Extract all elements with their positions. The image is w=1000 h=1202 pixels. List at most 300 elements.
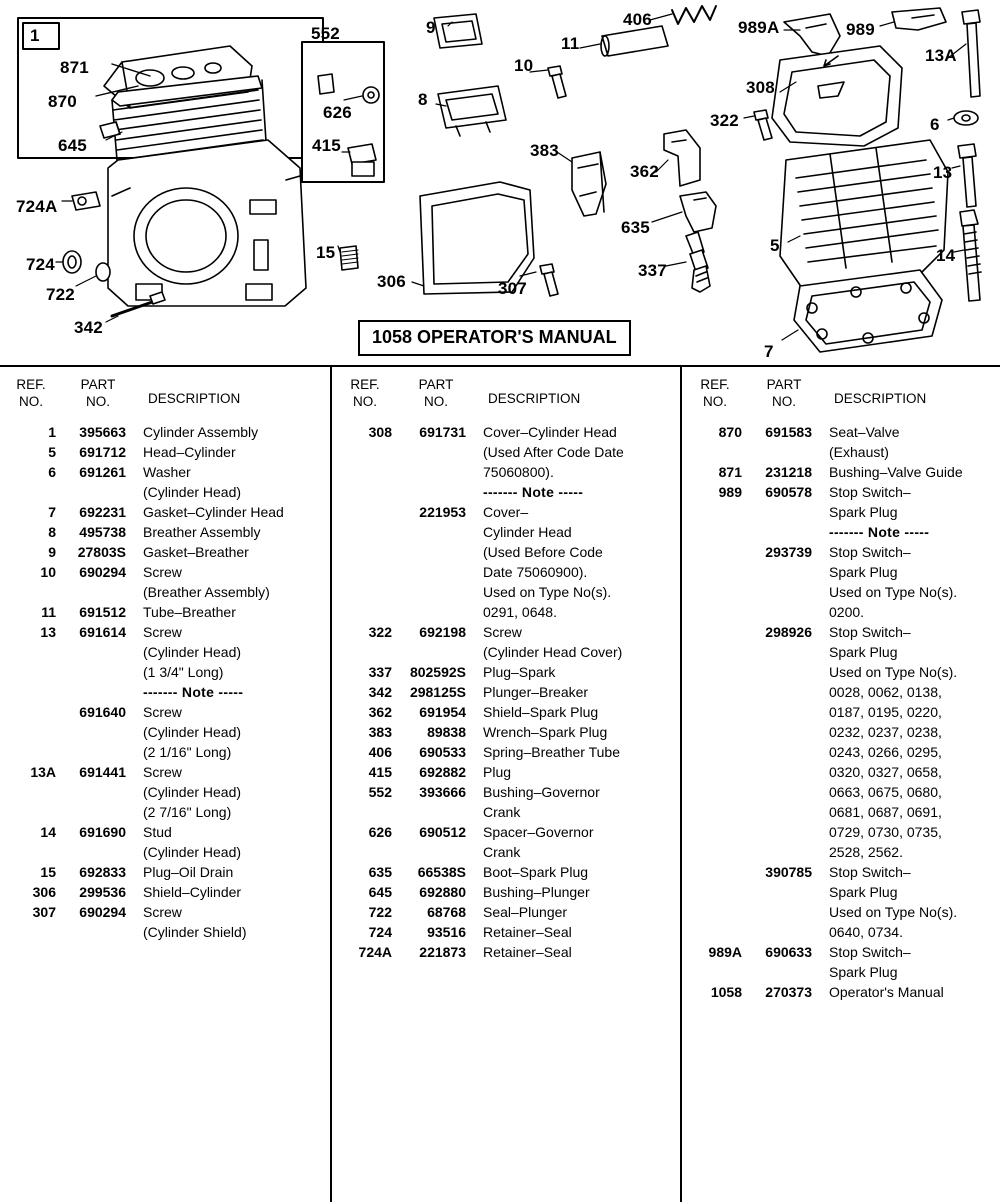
table-row (682, 922, 1000, 942)
table-header-3 (682, 367, 1000, 422)
table-row (332, 882, 680, 902)
callout-722: 722 (46, 285, 75, 304)
cell-description: Spark Plug (829, 964, 898, 980)
table-row (332, 642, 680, 662)
cell-part-no (398, 562, 474, 582)
callout-871: 871 (60, 58, 89, 77)
table-row (682, 522, 1000, 542)
cell-part-no (398, 642, 474, 662)
table-row (0, 882, 330, 902)
cell-ref-no (682, 542, 748, 562)
table-row (682, 702, 1000, 722)
cell-description: Cover–Cylinder Head (483, 424, 617, 440)
cell-description: Bushing–Governor (483, 784, 600, 800)
table-row (332, 442, 680, 462)
cell-part-no (398, 582, 474, 602)
cell-part-no (748, 642, 820, 662)
callout-989: 989 (846, 20, 875, 39)
cell-part-no: 691640 (79, 704, 126, 720)
cell-ref-no: 626 (368, 824, 392, 840)
cell-description: (Breather Assembly) (143, 584, 270, 600)
table-row (332, 462, 680, 482)
cell-part-no: 299536 (79, 884, 126, 900)
cell-description: 0663, 0675, 0680, (829, 784, 942, 800)
cell-description: Stop Switch– (829, 544, 911, 560)
cell-part-no: 68768 (427, 904, 466, 920)
cell-part-no: 270373 (765, 984, 812, 1000)
callout-406: 406 (623, 10, 652, 29)
cell-part-no (62, 742, 134, 762)
cell-description: (Cylinder Head) (143, 844, 242, 860)
cell-ref-no (0, 922, 62, 942)
cell-description: Seal–Plunger (483, 904, 568, 920)
callout-15: 15 (316, 243, 336, 262)
parts-rows-3 (682, 422, 1000, 1002)
cell-part-no (398, 522, 474, 542)
cell-description: (Cylinder Head) (143, 724, 242, 740)
table-row (682, 682, 1000, 702)
cell-description: Cylinder Assembly (143, 424, 259, 440)
cell-note: ------- Note ----- (829, 524, 930, 540)
cell-ref-no (0, 802, 62, 822)
cell-part-no: 692882 (419, 764, 466, 780)
cell-part-no (748, 822, 820, 842)
cell-part-no: 692198 (419, 624, 466, 640)
cell-description: Spacer–Governor (483, 824, 594, 840)
callout-13: 13 (933, 163, 953, 182)
cell-part-no: 390785 (765, 864, 812, 880)
header-part-line1: PART (418, 377, 454, 392)
table-row (332, 422, 680, 442)
cell-ref-no (682, 862, 748, 882)
cell-part-no: 691731 (419, 424, 466, 440)
table-row (682, 862, 1000, 882)
parts-diagram (0, 0, 1000, 365)
table-row (332, 762, 680, 782)
cell-ref-no (682, 442, 748, 462)
cell-ref-no: 871 (718, 464, 742, 480)
table-row (332, 802, 680, 822)
table-row (0, 702, 330, 722)
cell-description: Spark Plug (829, 884, 898, 900)
cell-part-no: 691512 (79, 604, 126, 620)
cell-part-no: 691583 (765, 424, 812, 440)
cell-part-no (748, 922, 820, 942)
cell-part-no: 93516 (427, 924, 466, 940)
table-row (0, 922, 330, 942)
table-row (0, 642, 330, 662)
callout-306: 306 (377, 272, 406, 291)
cell-part-no (748, 502, 820, 522)
table-row (0, 562, 330, 582)
cell-part-no: 298926 (765, 624, 812, 640)
cell-part-no: 293739 (765, 544, 812, 560)
table-row (0, 782, 330, 802)
cell-ref-no (682, 802, 748, 822)
cell-description: Retainer–Seal (483, 944, 572, 960)
cell-description: Breather Assembly (143, 524, 261, 540)
callout-11: 11 (561, 34, 580, 53)
table-row (682, 842, 1000, 862)
cell-part-no: 691441 (79, 764, 126, 780)
cell-ref-no (332, 602, 398, 622)
callout-8: 8 (418, 90, 428, 109)
table-row (0, 542, 330, 562)
table-row (332, 782, 680, 802)
cell-part-no (748, 902, 820, 922)
cell-part-no (748, 842, 820, 862)
cell-part-no (748, 702, 820, 722)
cell-description: (1 3/4" Long) (143, 664, 224, 680)
cell-description: (Cylinder Head) (143, 484, 242, 500)
callout-870: 870 (48, 92, 77, 111)
header-ref-line1: REF. (16, 377, 46, 392)
table-row (332, 722, 680, 742)
table-row (0, 722, 330, 742)
cell-ref-no: 15 (40, 864, 56, 880)
parts-column-2 (330, 367, 680, 1202)
cell-ref-no (682, 842, 748, 862)
cell-ref-no: 13 (40, 624, 56, 640)
cell-ref-no (682, 882, 748, 902)
callout-307: 307 (498, 279, 527, 298)
cell-description: Crank (483, 844, 521, 860)
cell-description: Stud (143, 824, 172, 840)
callout-1: 1 (30, 26, 40, 45)
cell-part-no (62, 582, 134, 602)
cell-description: Boot–Spark Plug (483, 864, 589, 880)
table-row (682, 542, 1000, 562)
cell-part-no (62, 662, 134, 682)
cell-part-no: 89838 (427, 724, 466, 740)
cell-description: (2 7/16" Long) (143, 804, 232, 820)
callout-362: 362 (630, 162, 659, 181)
cell-ref-no: 5 (48, 444, 56, 460)
cell-ref-no: 9 (48, 544, 56, 560)
cell-part-no (398, 462, 474, 482)
cell-ref-no (332, 442, 398, 462)
table-row (0, 582, 330, 602)
table-row (332, 542, 680, 562)
cell-ref-no (0, 702, 62, 722)
cell-ref-no (332, 522, 398, 542)
cell-description: (Cylinder Head) (143, 784, 242, 800)
cell-ref-no: 8 (48, 524, 56, 540)
cell-description: Stop Switch– (829, 624, 911, 640)
cell-ref-no: 1058 (710, 984, 742, 1000)
cell-description: 0320, 0327, 0658, (829, 764, 942, 780)
cell-description: (Used After Code Date (483, 444, 624, 460)
cell-part-no (398, 842, 474, 862)
cell-description: Wrench–Spark Plug (483, 724, 608, 740)
cell-description: Plunger–Breaker (483, 684, 589, 700)
table-row (682, 502, 1000, 522)
cell-ref-no (0, 742, 62, 762)
cell-ref-no (682, 742, 748, 762)
cell-ref-no (682, 762, 748, 782)
cell-description: 2528, 2562. (829, 844, 903, 860)
cell-ref-no: 724 (368, 924, 392, 940)
table-row (682, 782, 1000, 802)
cell-ref-no (682, 562, 748, 582)
parts-rows-2 (332, 422, 680, 962)
cell-ref-no (0, 642, 62, 662)
cell-part-no (398, 542, 474, 562)
cell-part-no (748, 782, 820, 802)
cell-description: 0232, 0237, 0238, (829, 724, 942, 740)
cell-description: Used on Type No(s). (829, 664, 958, 680)
cell-part-no: 690512 (419, 824, 466, 840)
cell-ref-no (0, 662, 62, 682)
callout-552: 552 (311, 24, 340, 43)
cell-part-no (62, 722, 134, 742)
table-row (332, 622, 680, 642)
cell-ref-no (682, 782, 748, 802)
table-row (332, 562, 680, 582)
table-row (332, 922, 680, 942)
cell-part-no (62, 642, 134, 662)
table-row (682, 962, 1000, 982)
cell-ref-no: 337 (368, 664, 392, 680)
cell-part-no (748, 722, 820, 742)
table-row (0, 742, 330, 762)
cell-description: (Cylinder Head) (143, 644, 242, 660)
cell-part-no (398, 442, 474, 462)
operators-manual-label: 1058 OPERATOR'S MANUAL (358, 320, 631, 356)
cell-description: Spark Plug (829, 644, 898, 660)
cell-part-no (748, 562, 820, 582)
parts-rows-1 (0, 422, 330, 942)
cell-description: Operator's Manual (829, 984, 944, 1000)
table-row (682, 602, 1000, 622)
cell-description: 0187, 0195, 0220, (829, 704, 942, 720)
cell-description: (Cylinder Shield) (143, 924, 247, 940)
table-row (332, 902, 680, 922)
cell-part-no (398, 802, 474, 822)
cell-description: Seat–Valve (829, 424, 900, 440)
cell-part-no: 231218 (765, 464, 812, 480)
cell-note: ------- Note ----- (143, 684, 244, 700)
header-part-line2: NO. (85, 393, 110, 409)
cell-part-no: 690294 (79, 904, 126, 920)
table-row (332, 742, 680, 762)
table-row (332, 682, 680, 702)
cell-ref-no (682, 682, 748, 702)
table-row (682, 742, 1000, 762)
cell-description: 0681, 0687, 0691, (829, 804, 942, 820)
table-row (332, 522, 680, 542)
cell-description: 0729, 0730, 0735, (829, 824, 942, 840)
cell-part-no: 802592S (409, 664, 466, 680)
callout-342: 342 (74, 318, 103, 337)
cell-description: Date 75060900). (483, 564, 588, 580)
parts-column-1 (0, 367, 330, 1202)
cell-part-no (748, 762, 820, 782)
cell-part-no: 691954 (419, 704, 466, 720)
cell-part-no: 691690 (79, 824, 126, 840)
cell-ref-no (332, 642, 398, 662)
cell-description: Shield–Cylinder (143, 884, 242, 900)
cell-part-no: 27803S (77, 544, 126, 560)
table-row (0, 842, 330, 862)
callout-5: 5 (770, 236, 780, 255)
cell-part-no: 690294 (79, 564, 126, 580)
cell-description: Retainer–Seal (483, 924, 572, 940)
cell-ref-no: 308 (368, 424, 392, 440)
cell-ref-no: 11 (41, 604, 56, 620)
callout-14: 14 (936, 246, 956, 265)
cell-ref-no (682, 822, 748, 842)
cell-ref-no: 724A (358, 944, 392, 960)
table-row (682, 482, 1000, 502)
cell-ref-no (682, 962, 748, 982)
cell-part-no: 393666 (419, 784, 466, 800)
cell-part-no (748, 522, 820, 542)
cell-part-no (748, 582, 820, 602)
table-row (0, 822, 330, 842)
diagram-artwork (0, 0, 1000, 365)
cell-description: Gasket–Cylinder Head (143, 504, 284, 520)
cell-description: 0243, 0266, 0295, (829, 744, 942, 760)
table-row (332, 942, 680, 962)
table-row (332, 602, 680, 622)
cell-ref-no (682, 642, 748, 662)
cell-note: ------- Note ----- (483, 484, 584, 500)
cell-part-no: 395663 (79, 424, 126, 440)
cell-ref-no (682, 722, 748, 742)
table-row (682, 722, 1000, 742)
cell-description: Plug–Oil Drain (143, 864, 234, 880)
cell-ref-no (682, 922, 748, 942)
header-part-line1: PART (80, 377, 116, 392)
cell-description: Washer (143, 464, 191, 480)
cell-part-no (748, 962, 820, 982)
parts-list-tables (0, 365, 1000, 1200)
cell-description: 75060800). (483, 464, 554, 480)
table-row (332, 822, 680, 842)
table-row (682, 662, 1000, 682)
cell-ref-no (682, 662, 748, 682)
cell-description: Crank (483, 804, 521, 820)
cell-ref-no: 13A (30, 764, 56, 780)
cell-description: Screw (143, 764, 182, 780)
cell-part-no (62, 682, 134, 702)
cell-ref-no (682, 622, 748, 642)
cell-description: 0200. (829, 604, 865, 620)
table-row (682, 902, 1000, 922)
cell-ref-no (0, 722, 62, 742)
callout-415: 415 (312, 136, 341, 155)
table-row (0, 802, 330, 822)
cell-ref-no (332, 582, 398, 602)
header-description: DESCRIPTION (148, 391, 241, 406)
table-row (682, 822, 1000, 842)
cell-description: Spark Plug (829, 564, 898, 580)
cell-ref-no: 362 (368, 704, 392, 720)
callout-13a: 13A (925, 46, 957, 65)
cell-ref-no (682, 582, 748, 602)
table-row (332, 582, 680, 602)
table-row (332, 842, 680, 862)
cell-description: Screw (483, 624, 522, 640)
table-row (0, 442, 330, 462)
cell-part-no: 692833 (79, 864, 126, 880)
cell-description: Shield–Spark Plug (483, 704, 599, 720)
cell-description: 0640, 0734. (829, 924, 903, 940)
cell-ref-no (0, 842, 62, 862)
cell-description: Bushing–Valve Guide (829, 464, 963, 480)
cell-ref-no: 989A (708, 944, 742, 960)
cell-part-no (62, 922, 134, 942)
cell-part-no (748, 882, 820, 902)
callout-626: 626 (323, 103, 352, 122)
cell-part-no: 692231 (79, 504, 126, 520)
cell-description: Head–Cylinder (143, 444, 236, 460)
cell-ref-no: 722 (368, 904, 392, 920)
cell-description: Screw (143, 624, 182, 640)
cell-ref-no (682, 502, 748, 522)
header-ref-line1: REF. (350, 377, 380, 392)
cell-ref-no (332, 842, 398, 862)
cell-description: 0291, 0648. (483, 604, 557, 620)
cell-ref-no: 342 (368, 684, 392, 700)
cell-description: (Used Before Code (483, 544, 603, 560)
table-row (0, 762, 330, 782)
table-row (332, 702, 680, 722)
cell-ref-no: 870 (718, 424, 742, 440)
cell-part-no (748, 802, 820, 822)
cell-ref-no (0, 782, 62, 802)
cell-description: Gasket–Breather (143, 544, 249, 560)
table-row (332, 862, 680, 882)
table-row (0, 522, 330, 542)
cell-description: Screw (143, 904, 182, 920)
table-row (682, 462, 1000, 482)
cell-ref-no (332, 562, 398, 582)
table-row (0, 422, 330, 442)
table-row (0, 622, 330, 642)
cell-ref-no (682, 902, 748, 922)
cell-ref-no (0, 582, 62, 602)
table-row (332, 482, 680, 502)
table-row (682, 642, 1000, 662)
cell-part-no (62, 782, 134, 802)
callout-383: 383 (530, 141, 559, 160)
table-row (0, 462, 330, 482)
parts-column-3 (680, 367, 1000, 1202)
table-row (682, 582, 1000, 602)
cell-part-no (398, 482, 474, 502)
table-header-2 (332, 367, 680, 422)
cell-ref-no: 7 (48, 504, 56, 520)
cell-ref-no (682, 702, 748, 722)
cell-ref-no: 406 (368, 744, 392, 760)
table-row (0, 502, 330, 522)
table-row (682, 942, 1000, 962)
table-row (0, 482, 330, 502)
cell-description: Bushing–Plunger (483, 884, 590, 900)
cell-part-no: 495738 (79, 524, 126, 540)
cell-part-no: 691614 (79, 624, 126, 640)
cell-ref-no (0, 682, 62, 702)
callout-6: 6 (930, 115, 940, 134)
cell-description: Stop Switch– (829, 864, 911, 880)
cell-part-no (748, 682, 820, 702)
cell-description: Plug (483, 764, 512, 780)
cell-description: Plug–Spark (483, 664, 556, 680)
cell-ref-no (332, 462, 398, 482)
cell-ref-no: 635 (368, 864, 392, 880)
